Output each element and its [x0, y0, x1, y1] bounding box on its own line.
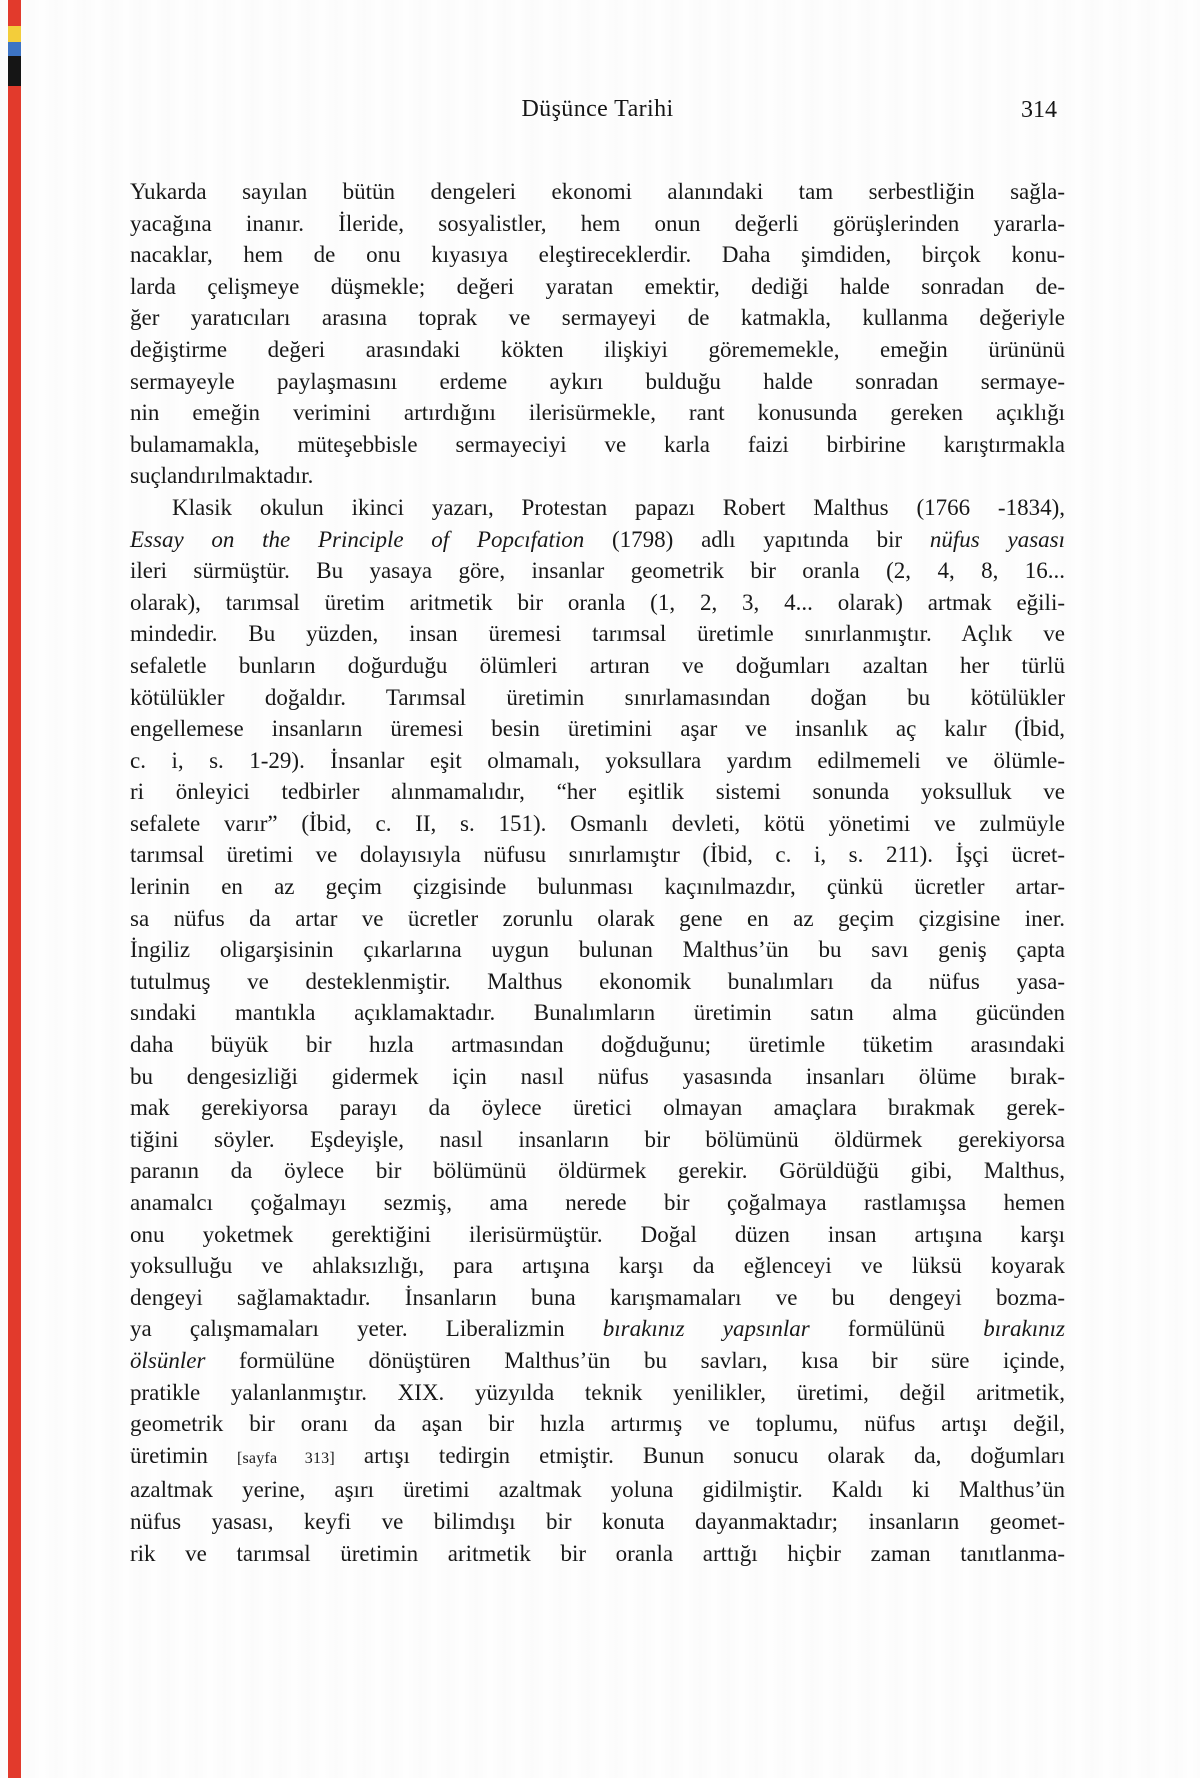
text-line: nüfus yasası, keyfi ve bilimdışı bir konuta dayanmaktadır; insanların geomet-: [130, 1508, 1065, 1534]
text-line: geometrik bir oranı da aşan bir hızla artırmış ve toplumu, nüfus artışı değil,: [130, 1411, 1065, 1437]
text-line: Klasik okulun ikinci yazarı, Protestan papazı Robert Malthus (1766 -1834),: [172, 494, 1065, 520]
edge-strip-segment: [8, 86, 21, 1778]
text-line: tarımsal üretimi ve dolayısıyla nüfusu sınırlamıştır (İbid, c. i, s. 211). İşçi ücret-: [130, 842, 1065, 868]
text-line: İngiliz oligarşisinin çıkarlarına uygun bulunan Malthus’ün bu savı geniş çapta: [130, 937, 1065, 963]
text-line: sefalete varır” (İbid, c. II, s. 151). Osmanlı devleti, kötü yönetimi ve zulmüyle: [130, 810, 1065, 836]
text-line: bu dengesizliği gidermek için nasıl nüfus yasasında insanları ölüme bırak-: [130, 1063, 1065, 1089]
text-line: mindedir. Bu yüzden, insan üremesi tarımsal üretimle sınırlanmıştır. Açlık ve: [130, 621, 1065, 647]
text-line: nacaklar, hem de onu kıyasıya eleştireceklerdir. Daha şimdiden, birçok konu-: [130, 242, 1065, 268]
text-line: sındaki mantıkla açıklamaktadır. Bunalımların üretimin satın alma gücünden: [130, 1000, 1065, 1026]
text-line: değiştirme değeri arasındaki kökten ilişkiyi görememekle, emeğin ürününü: [130, 336, 1065, 362]
text-line: üretimin [sayfa 313] artışı tedirgin etmiştir. Bunun sonucu olarak da, doğumları: [130, 1442, 1065, 1468]
running-title: Düşünce Tarihi: [521, 96, 674, 122]
text-line: sefaletle bunların doğurduğu ölümleri artıran ve doğumları azaltan her türlü: [130, 652, 1065, 678]
text-line: anamalcı çoğalmayı sezmiş, ama nerede bir çoğalmaya rastlamışsa hemen: [130, 1190, 1065, 1215]
text-line: larda çelişmeye düşmekle; değeri yaratan emektir, dediği halde sonradan de-: [130, 273, 1065, 299]
text-line: kötülükler doğaldır. Tarımsal üretimin sınırlamasından doğan bu kötülükler: [130, 684, 1065, 710]
book-edge-color-strip: [8, 0, 21, 1778]
text-line: yoksulluğu ve ahlaksızlığı, para artışına karşı da eğlenceyi ve lüksü koyarak: [130, 1253, 1065, 1279]
text-line: bulamamakla, müteşebbisle sermayeciyi ve karla faizi birbirine karıştırmakla: [130, 431, 1065, 457]
text-line: yacağına inanır. İleride, sosyalistler, hem onun değerli görüşlerinden yararla-: [130, 210, 1065, 236]
text-line: ya çalışmamaları yeter. Liberalizmin bırakınız yapsınlar formülünü bırakınız: [130, 1316, 1065, 1342]
text-line: onu yoketmek gerektiğini ilerisürmüştür. Doğal düzen insan artışına karşı: [130, 1221, 1065, 1247]
page-header: [130, 96, 1065, 132]
text-line: nin emeğin verimini artırdığını ilerisürmekle, rant konusunda gereken açıklığı: [130, 400, 1065, 426]
text-line: lerinin en az geçim çizgisinde bulunması kaçınılmazdır, çünkü ücretler artar-: [130, 874, 1065, 900]
text-line: rik ve tarımsal üretimin aritmetik bir oranla arttığı hiçbir zaman tanıtlanma-: [130, 1540, 1065, 1566]
text-line: c. i, s. 1-29). İnsanlar eşit olmamalı, yoksullara yardım edilmemeli ve ölümle-: [130, 747, 1065, 773]
text-line: ölsünler formülüne dönüştüren Malthus’ün bu savları, kısa bir süre içinde,: [130, 1347, 1065, 1373]
text-line: pratikle yalanlanmıştır. XIX. yüzyılda teknik yenilikler, üretimi, değil aritmetik,: [130, 1379, 1065, 1405]
text-line: Essay on the Principle of Popcıfation (1798) adlı yapıtında bir nüfus yasası: [130, 526, 1066, 552]
text-line: suçlandırılmaktadır.: [130, 463, 314, 489]
edge-strip-segment: [8, 0, 21, 26]
edge-strip-segment: [8, 42, 21, 56]
text-line: olarak), tarımsal üretim aritmetik bir oranla (1, 2, 3, 4... olarak) artmak eğili-: [130, 589, 1065, 615]
body-text: [130, 176, 1065, 1569]
text-line: ğer yaratıcıları arasına toprak ve sermayeyi de katmakla, kullanma değeriyle: [130, 305, 1065, 331]
text-line: ileri sürmüştür. Bu yasaya göre, insanlar geometrik bir oranla (2, 4, 8, 16...: [130, 558, 1065, 584]
text-line: tiğini söyler. Eşdeyişle, nasıl insanların bir bölümünü öldürmek gerekiyorsa: [130, 1126, 1065, 1152]
text-line: daha büyük bir hızla artmasından doğduğunu; üretimle tüketim arasındaki: [130, 1032, 1065, 1058]
text-line: paranın da öylece bir bölümünü öldürmek gerekir. Görüldüğü gibi, Malthus,: [130, 1158, 1065, 1184]
edge-strip-segment: [8, 56, 21, 86]
text-line: ri önleyici tedbirler alınmamalıdır, “her eşitlik sistemi sonunda yoksulluk ve: [130, 779, 1065, 805]
text-line: dengeyi sağlamaktadır. İnsanların buna karışmamaları ve bu dengeyi bozma-: [130, 1284, 1065, 1310]
text-line: Yukarda sayılan bütün dengeleri ekonomi alanındaki tam serbestliğin sağla-: [130, 179, 1065, 204]
text-line: sermayeyle paylaşmasını erdeme aykırı bulduğu halde sonradan sermaye-: [130, 368, 1065, 394]
edge-strip-segment: [8, 26, 21, 42]
text-line: sa nüfus da artar ve ücretler zorunlu olarak gene en az geçim çizgisine iner.: [130, 905, 1065, 931]
page-number: 314: [1021, 97, 1057, 123]
text-line: tutulmuş ve desteklenmiştir. Malthus ekonomik bunalımları da nüfus yasa-: [130, 968, 1065, 994]
text-line: azaltmak yerine, aşırı üretimi azaltmak yoluna gidilmiştir. Kaldı ki Malthus’ün: [130, 1477, 1065, 1503]
text-line: engellemese insanların üremesi besin üretimini aşar ve insanlık aç kalır (İbid,: [130, 716, 1065, 742]
text-line: mak gerekiyorsa parayı da öylece üretici olmayan amaçlara bırakmak gerek-: [130, 1095, 1065, 1121]
